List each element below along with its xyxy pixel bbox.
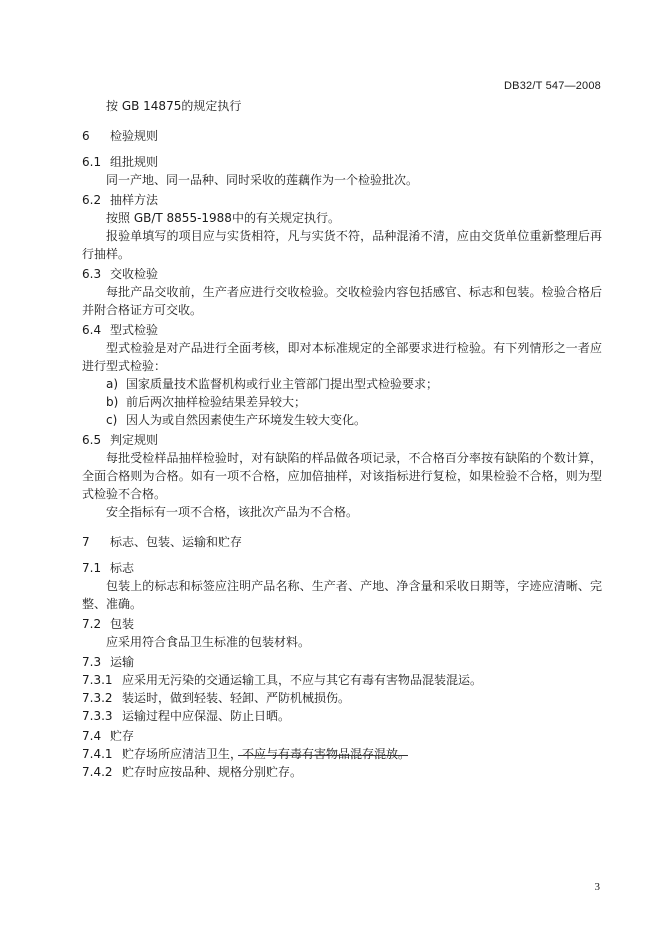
paragraph: 同一产地、同一品种、同时采收的莲藕作为一个检验批次。 — [106, 173, 419, 187]
list-item — [82, 393, 602, 411]
end-rule — [238, 755, 408, 756]
section-6-2-heading — [82, 191, 602, 209]
section-number: 7.3 — [82, 655, 102, 669]
paragraph: 包装上的标志和标签应注明产品名称、生产者、产地、净含量和采收日期等，字迹应清晰、完整、准确。 — [82, 579, 602, 611]
list-item — [82, 411, 602, 429]
clause-text: 贮存场所应清洁卫生，不应与有毒有害物品混存混放。 — [122, 747, 411, 761]
section-title: 贮存 — [110, 729, 135, 743]
section-number: 6.1 — [82, 155, 102, 169]
list-item-text: 前后两次抽样检验结果差异较大； — [126, 395, 307, 409]
section-6-4-heading — [82, 321, 602, 339]
clause-text: 贮存时应按品种、规格分别贮存。 — [122, 765, 303, 779]
section-7-heading — [82, 533, 602, 551]
section-title: 标志 — [110, 561, 135, 575]
clause-number: 7.3.3 — [82, 709, 113, 723]
section-7-3-heading — [82, 653, 602, 671]
section-7-1-heading — [82, 559, 602, 577]
section-title: 判定规则 — [110, 433, 159, 447]
paragraph: 按照 GB/T 8855-1988中的有关规定执行。 — [106, 211, 340, 225]
section-title: 标志、包装、运输和贮存 — [110, 535, 243, 549]
section-title: 交收检验 — [110, 267, 159, 281]
section-number: 6.5 — [82, 433, 102, 447]
clause-number: 7.4.2 — [82, 765, 113, 779]
clause-7-4-1 — [82, 745, 602, 763]
list-item-text: 国家质量技术监督机构或行业主管部门提出型式检验要求； — [126, 377, 439, 391]
clause-7-4-2 — [82, 763, 602, 781]
clause-text: 运输过程中应保湿、防止日晒。 — [122, 709, 291, 723]
clause-text: 装运时，做到轻装、轻卸、严防机械损伤。 — [122, 691, 351, 705]
standard-code: DB32/T 547—2008 — [504, 80, 601, 92]
section-title: 检验规则 — [110, 129, 159, 143]
clause-text: 应采用无污染的交通运输工具，不应与其它有毒有害物品混装混运。 — [122, 673, 483, 687]
section-7-2-heading — [82, 615, 602, 633]
paragraph: 每批受检样品抽样检验时，对有缺陷的样品做各项记录，不合格百分率按有缺陷的个数计算，全面合格则为合格。如有一项不合格，应加倍抽样，对该指标进行复检，如果检验不合格，则为型式检验不合格。 — [82, 451, 602, 501]
list-marker: a) — [106, 377, 119, 391]
paragraph: 型式检验是对产品进行全面考核，即对本标准规定的全部要求进行检验。有下列情形之一者应进行型式检验： — [82, 341, 602, 373]
section-number: 7.2 — [82, 617, 102, 631]
paragraph: 每批产品交收前，生产者应进行交收检验。交收检验内容包括感官、标志和包装。检验合格后并附合格证方可交收。 — [82, 285, 602, 317]
section-number: 6.4 — [82, 323, 102, 337]
section-number: 6 — [82, 129, 90, 143]
paragraph: 报验单填写的项目应与实货相符，凡与实货不符，品种混淆不清，应由交货单位重新整理后再行抽样。 — [82, 229, 602, 261]
section-number: 7 — [82, 535, 90, 549]
paragraph: 应采用符合食品卫生标准的包装材料。 — [106, 635, 311, 649]
section-6-heading — [82, 127, 602, 145]
clause-7-3-3 — [82, 707, 602, 725]
section-number: 7.4 — [82, 729, 102, 743]
intro-line: 按 GB 14875的规定执行 — [106, 99, 242, 113]
section-6-5-heading — [82, 431, 602, 449]
list-item — [82, 375, 602, 393]
section-number: 6.3 — [82, 267, 102, 281]
section-6-3-heading — [82, 265, 602, 283]
clause-number: 7.4.1 — [82, 747, 113, 761]
section-title: 型式检验 — [110, 323, 159, 337]
list-marker: c) — [106, 413, 118, 427]
list-item-text: 因人为或自然因素使生产环境发生较大变化。 — [126, 413, 367, 427]
section-number: 6.2 — [82, 193, 102, 207]
page-number: 3 — [594, 881, 600, 893]
clause-number: 7.3.2 — [82, 691, 113, 705]
section-number: 7.1 — [82, 561, 102, 575]
section-6-1-heading — [82, 153, 602, 171]
clause-number: 7.3.1 — [82, 673, 113, 687]
document-body — [82, 97, 602, 781]
clause-7-3-1 — [82, 671, 602, 689]
paragraph: 安全指标有一项不合格，该批次产品为不合格。 — [106, 505, 359, 519]
section-title: 包装 — [110, 617, 135, 631]
section-title: 组批规则 — [110, 155, 159, 169]
list-marker: b) — [106, 395, 119, 409]
section-7-4-heading — [82, 727, 602, 745]
clause-7-3-2 — [82, 689, 602, 707]
section-title: 运输 — [110, 655, 135, 669]
section-title: 抽样方法 — [110, 193, 159, 207]
